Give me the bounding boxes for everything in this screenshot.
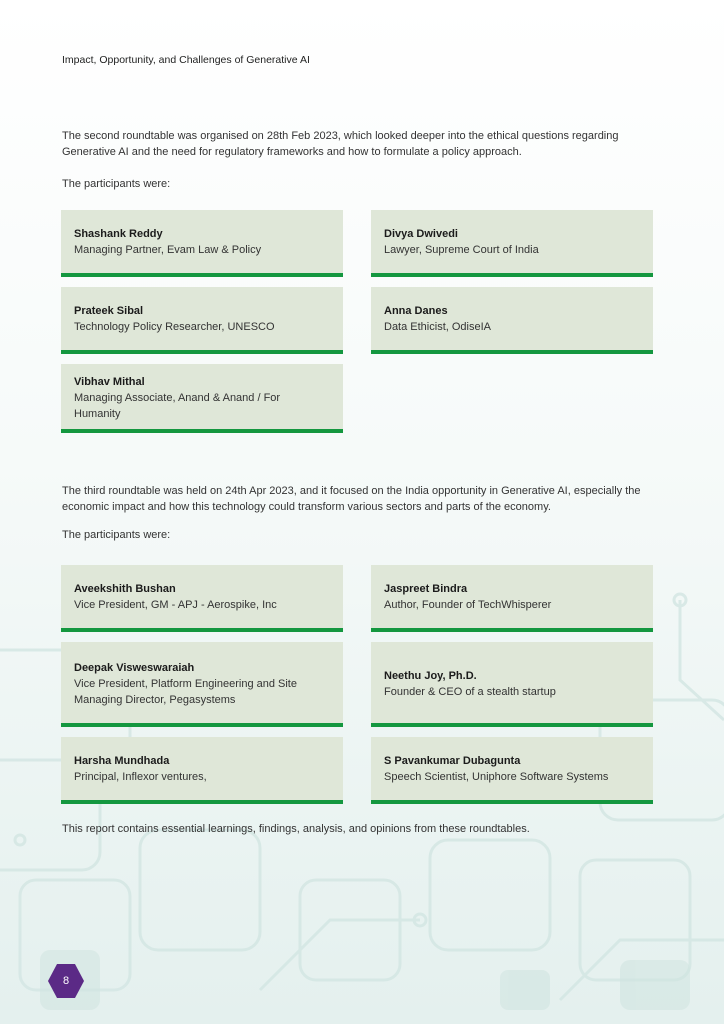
participant-name: Jaspreet Bindra	[384, 583, 468, 595]
running-header-title: Impact, Opportunity, and Challenges of Generative AI	[62, 54, 310, 66]
participant-name: Harsha Mundhada	[74, 755, 170, 767]
participant-name: Prateek Sibal	[74, 305, 144, 317]
participant-role: Principal, Inflexor ventures,	[74, 771, 207, 783]
participant-card	[61, 287, 343, 354]
participant-role: Vice President, Platform Engineering and Site Managing Director, Pegasystems	[74, 678, 297, 706]
participant-card	[61, 364, 343, 433]
participant-name: S Pavankumar Dubagunta	[384, 755, 521, 767]
participant-name: Deepak Visweswaraiah	[74, 662, 195, 674]
section3-participants-label: The participants were:	[62, 529, 171, 541]
participant-role: Speech Scientist, Uniphore Software Systems	[384, 771, 609, 783]
participant-card	[61, 642, 343, 727]
participant-name: Vibhav Mithal	[74, 376, 145, 388]
participant-role: Managing Associate, Anand & Anand / For Humanity	[74, 392, 281, 420]
participant-card	[61, 210, 343, 277]
participant-role: Data Ethicist, OdiseIA	[384, 321, 491, 333]
participant-card	[371, 737, 653, 804]
participant-card	[371, 287, 653, 354]
participant-role: Founder & CEO of a stealth startup	[384, 686, 556, 698]
participant-card	[371, 210, 653, 277]
participant-card	[371, 565, 653, 632]
section2-intro-paragraph: The second roundtable was organised on 28th Feb 2023, which looked deeper into the ethical questions regarding Generative AI and the need for regulatory frameworks and how to formulate a policy approach.	[62, 130, 619, 158]
participant-name: Divya Dwivedi	[384, 228, 458, 240]
participant-name: Neethu Joy, Ph.D.	[384, 670, 477, 682]
participant-role: Managing Partner, Evam Law & Policy	[74, 244, 262, 256]
participant-role: Vice President, GM - APJ - Aerospike, Inc	[74, 599, 277, 611]
section3-intro-paragraph: The third roundtable was held on 24th Apr 2023, and it focused on the India opportunity in Generative AI, especially the economic impact and how this technology could transform various sectors and parts of the economy.	[62, 485, 641, 513]
participant-name: Shashank Reddy	[74, 228, 163, 240]
participant-role: Author, Founder of TechWhisperer	[384, 599, 552, 611]
participant-role: Technology Policy Researcher, UNESCO	[74, 321, 275, 333]
participant-name: Anna Danes	[384, 305, 448, 317]
participant-card	[61, 737, 343, 804]
closing-paragraph: This report contains essential learnings, findings, analysis, and opinions from these roundtables.	[62, 823, 530, 835]
section2-participants-label: The participants were:	[62, 178, 171, 190]
participant-name: Aveekshith Bushan	[74, 583, 176, 595]
page-number: 8	[62, 975, 70, 987]
participant-role: Lawyer, Supreme Court of India	[384, 244, 539, 256]
participant-card	[61, 565, 343, 632]
page-number-badge	[47, 962, 85, 1000]
participant-card	[371, 642, 653, 727]
